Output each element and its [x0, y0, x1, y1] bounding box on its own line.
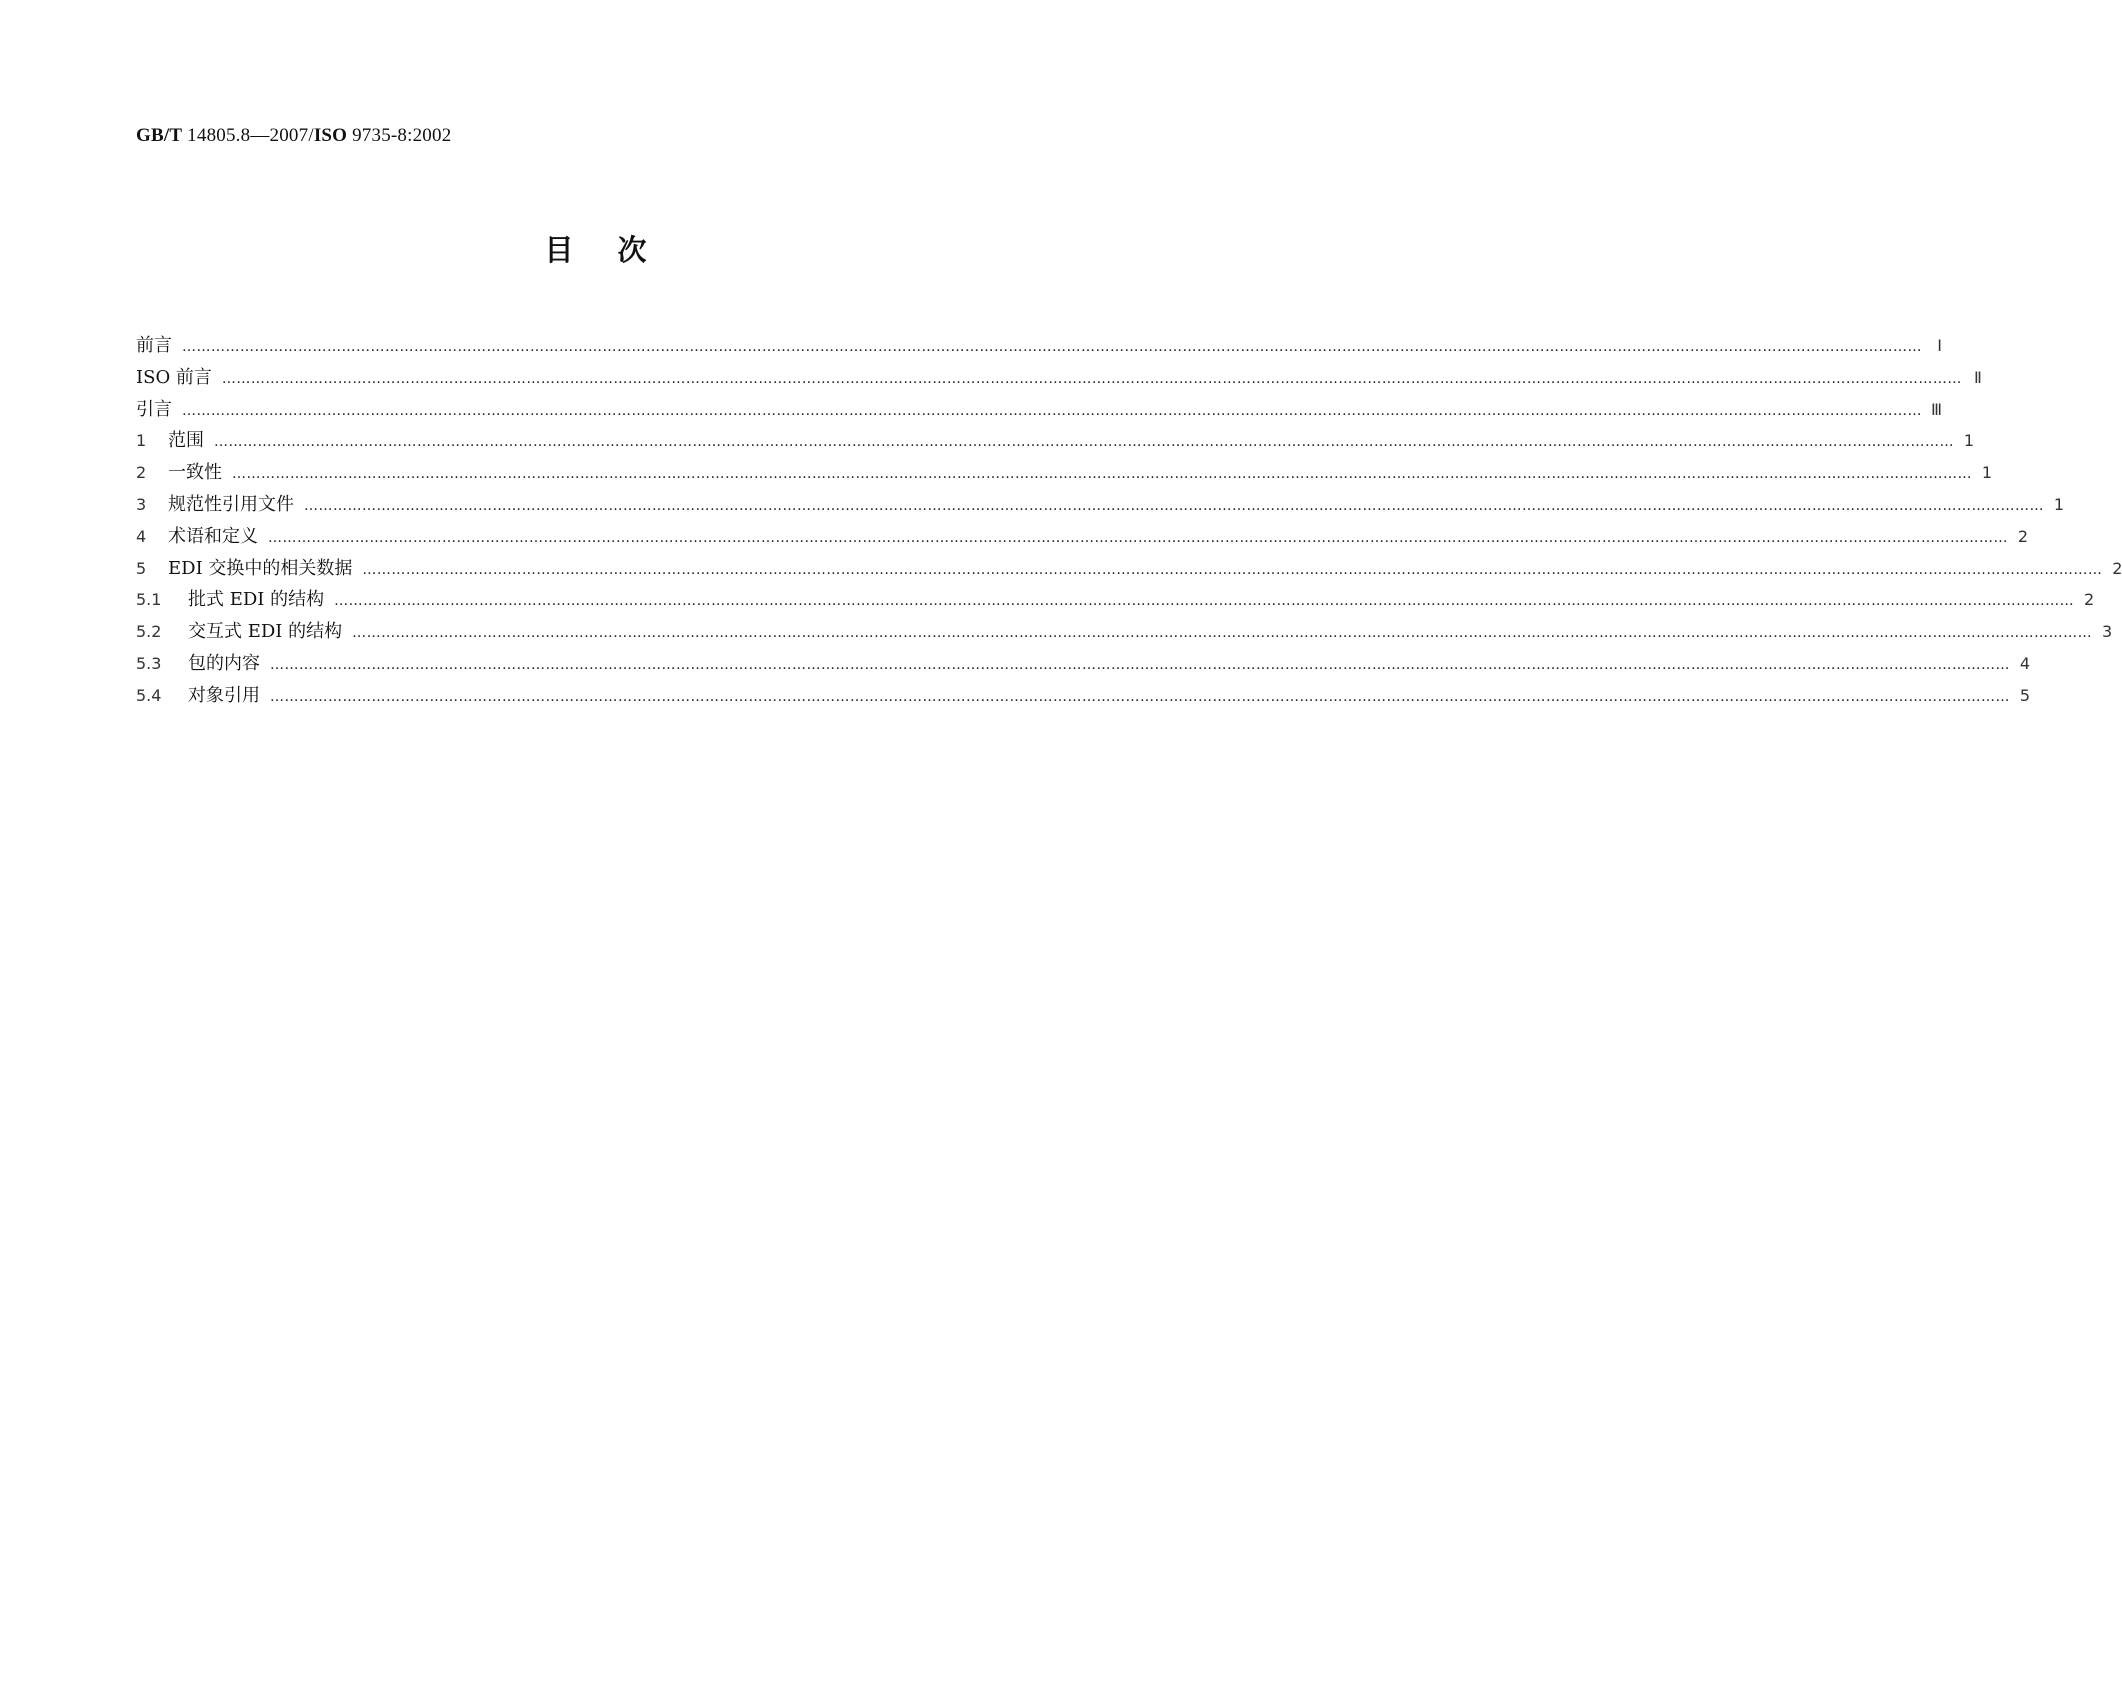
toc-leader-dots: ………………………………………………………………………………………………………………………………………………………………………………………………………………………………………………………………………………………………………………………………: [362, 561, 2103, 578]
toc-entry-number: 5.4: [136, 685, 162, 705]
header-standard-number: 14805.8—2007/: [182, 125, 314, 146]
toc-entry[interactable]: [136, 489, 2064, 521]
table-of-contents: [136, 330, 2122, 712]
toc-entry-page: 1: [2053, 494, 2064, 514]
toc-entry-number: 5.1: [136, 590, 162, 610]
toc-leader-dots: ………………………………………………………………………………………………………………………………………………………………………………………………………………………………………………………………………………………………………………………………: [221, 370, 1962, 387]
toc-entry[interactable]: [136, 330, 1942, 362]
toc-leader-dots: ………………………………………………………………………………………………………………………………………………………………………………………………………………………………………………………………………………………………………………………………: [352, 625, 2093, 642]
toc-entry-page: 2: [2083, 590, 2095, 610]
toc-entry-number: 5.2: [136, 622, 162, 642]
toc-entry-label: ISO 前言: [136, 366, 212, 388]
toc-entry-label: 规范性引用文件: [168, 493, 294, 515]
toc-entry-label: 交互式 EDI 的结构: [188, 621, 343, 643]
toc-entry-number: 2: [136, 463, 147, 483]
header-prefix: GB/T: [136, 125, 183, 146]
toc-leader-dots: ………………………………………………………………………………………………………………………………………………………………………………………………………………………………………………………………………………………………………………………………: [214, 434, 1954, 451]
toc-entry[interactable]: [136, 457, 1992, 489]
page-title: 目次: [544, 233, 691, 267]
toc-entry[interactable]: [136, 584, 2095, 616]
toc-entry-page: 2: [2017, 526, 2028, 546]
toc-entry-page: 4: [2019, 653, 2030, 673]
toc-entry-page: 1: [1981, 463, 1992, 483]
toc-entry[interactable]: [136, 616, 2113, 648]
toc-entry-number: 4: [136, 526, 147, 546]
toc-entry-number: 5: [136, 558, 147, 578]
toc-entry-label: 一致性: [168, 462, 222, 484]
toc-entry-page: Ⅱ: [1974, 367, 1982, 387]
header-iso-number: 9735-8:2002: [347, 125, 452, 146]
toc-entry[interactable]: [136, 425, 1974, 457]
toc-entry[interactable]: [136, 553, 2122, 585]
toc-entry-label: 批式 EDI 的结构: [188, 589, 325, 611]
toc-entry-page: 1: [1963, 431, 1974, 451]
toc-entry-label: 对象引用: [188, 684, 260, 706]
toc-entry-page: Ⅰ: [1937, 336, 1942, 355]
toc-entry[interactable]: [136, 394, 1942, 426]
toc-entry-label: 包的内容: [188, 652, 260, 674]
toc-entry[interactable]: [136, 362, 1982, 394]
toc-entry[interactable]: [136, 648, 2030, 680]
toc-entry-label: 引言: [136, 398, 172, 420]
toc-leader-dots: ………………………………………………………………………………………………………………………………………………………………………………………………………………………………………………………………………………………………………………………………: [334, 593, 2075, 610]
toc-leader-dots: ………………………………………………………………………………………………………………………………………………………………………………………………………………………………………………………………………………………………………………………………: [182, 402, 1922, 419]
document-header: [136, 125, 451, 147]
toc-leader-dots: ………………………………………………………………………………………………………………………………………………………………………………………………………………………………………………………………………………………………………………………………: [304, 497, 2044, 514]
toc-entry-label: 前言: [136, 335, 172, 356]
toc-leader-dots: ………………………………………………………………………………………………………………………………………………………………………………………………………………………………………………………………………………………………………………………………: [182, 339, 1922, 355]
toc-entry-page: Ⅲ: [1930, 399, 1942, 419]
toc-leader-dots: ………………………………………………………………………………………………………………………………………………………………………………………………………………………………………………………………………………………………………………………………: [270, 656, 2010, 673]
toc-entry-page: 5: [2019, 685, 2030, 705]
toc-entry-label: 范围: [168, 430, 204, 452]
toc-entry[interactable]: [136, 680, 2030, 712]
toc-entry-number: 1: [136, 431, 147, 451]
toc-entry-label: EDI 交换中的相关数据: [168, 557, 353, 579]
toc-entry[interactable]: [136, 521, 2028, 553]
toc-leader-dots: ………………………………………………………………………………………………………………………………………………………………………………………………………………………………………………………………………………………………………………………………: [270, 688, 2010, 705]
toc-entry-page: 3: [2101, 622, 2113, 642]
toc-leader-dots: ………………………………………………………………………………………………………………………………………………………………………………………………………………………………………………………………………………………………………………………………: [232, 466, 1972, 483]
toc-entry-label: 术语和定义: [168, 525, 258, 547]
toc-entry-page: 2: [2112, 558, 2122, 578]
toc-entry-number: 3: [136, 494, 147, 514]
toc-leader-dots: ………………………………………………………………………………………………………………………………………………………………………………………………………………………………………………………………………………………………………………………………: [268, 529, 2008, 546]
header-iso: ISO: [313, 125, 348, 146]
toc-entry-number: 5.3: [136, 653, 162, 673]
